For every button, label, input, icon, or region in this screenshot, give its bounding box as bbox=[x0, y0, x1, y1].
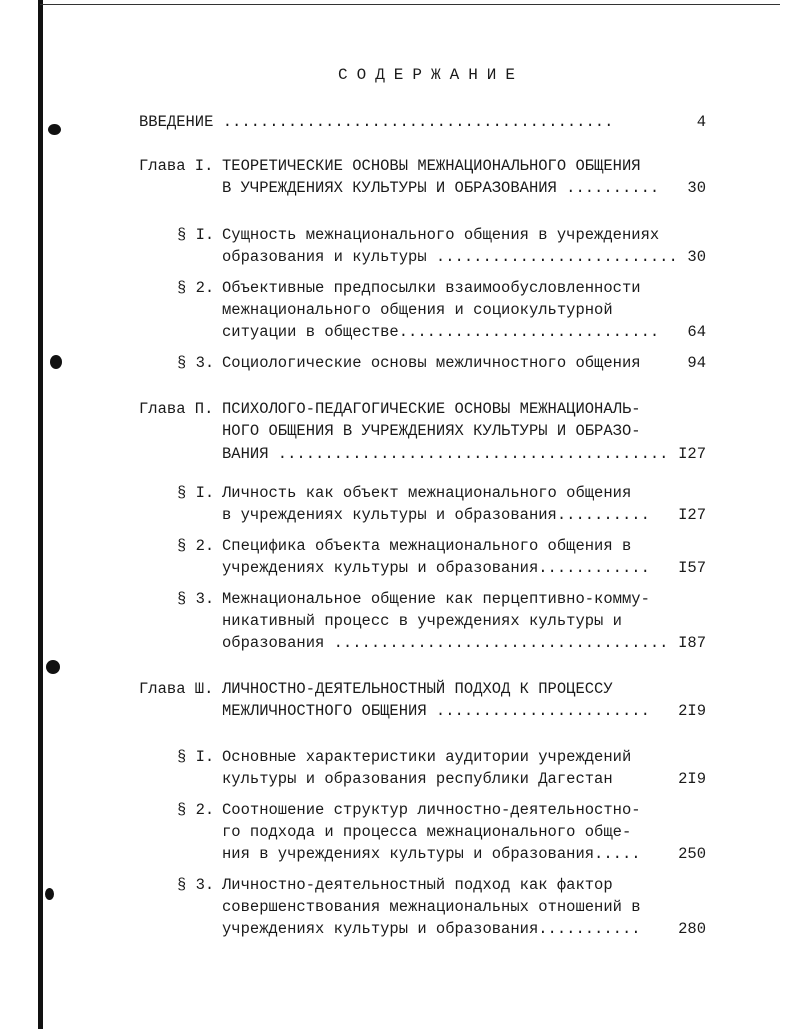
chapter-title-line: ТЕОРЕТИЧЕСКИЕ ОСНОВЫ МЕЖНАЦИОНАЛЬНОГО ОБЩЕНИЯ bbox=[222, 157, 641, 175]
punch-hole-mark bbox=[46, 660, 60, 674]
section-title-line: Объективные предпосылки взаимообусловленности bbox=[222, 279, 641, 297]
toc-page-number: 64 bbox=[687, 323, 706, 341]
section-mark: § 2. bbox=[177, 279, 215, 297]
section-title-line: культуры и образования республики Дагестан bbox=[222, 770, 613, 788]
section-title-line: совершенствования межнациональных отношений в bbox=[222, 898, 641, 916]
section-title-line: ситуации в обществе............................ bbox=[222, 323, 660, 341]
section-mark: § 3. bbox=[177, 354, 215, 372]
toc-page-number: 30 bbox=[687, 179, 706, 197]
toc-entry-intro: ВВЕДЕНИЕ .......................................... bbox=[139, 113, 614, 131]
section-mark: § 3. bbox=[177, 876, 215, 894]
section-title-line: Личностно-деятельностный подход как фактор bbox=[222, 876, 613, 894]
section-title-line: образования .................................... bbox=[222, 634, 669, 652]
toc-page-number: I87 bbox=[678, 634, 706, 652]
punch-hole-mark bbox=[50, 355, 62, 369]
toc-page-number: 250 bbox=[678, 845, 706, 863]
section-title-line: Основные характеристики аудитории учреждений bbox=[222, 748, 632, 766]
chapter-title-line: ПСИХОЛОГО-ПЕДАГОГИЧЕСКИЕ ОСНОВЫ МЕЖНАЦИОНАЛЬ- bbox=[222, 400, 641, 418]
section-title-line: Социологические основы межличностного общения bbox=[222, 354, 641, 372]
chapter-title-line: МЕЖЛИЧНОСТНОГО ОБЩЕНИЯ ....................... bbox=[222, 702, 650, 720]
section-title-line: учреждениях культуры и образования............ bbox=[222, 559, 650, 577]
section-title-line: ния в учреждениях культуры и образования..... bbox=[222, 845, 641, 863]
section-mark: § I. bbox=[177, 484, 215, 502]
section-title-line: никативный процесс в учреждениях культуры и bbox=[222, 612, 622, 630]
chapter-title-line: В УЧРЕЖДЕНИЯХ КУЛЬТУРЫ И ОБРАЗОВАНИЯ .......... bbox=[222, 179, 660, 197]
section-title-line: межнационального общения и социокультурной bbox=[222, 301, 613, 319]
section-title-line: Сущность межнационального общения в учреждениях bbox=[222, 226, 660, 244]
page-title: СОДЕРЖАНИЕ bbox=[337, 66, 524, 84]
section-title-line: Личность как объект межнационального общения bbox=[222, 484, 632, 502]
punch-hole-mark bbox=[48, 124, 61, 135]
section-title-line: учреждениях культуры и образования........... bbox=[222, 920, 641, 938]
chapter-label: Глава I. bbox=[139, 157, 214, 175]
toc-page-number: I27 bbox=[678, 445, 706, 463]
toc-page-number: 94 bbox=[687, 354, 706, 372]
section-title-line: образования и культуры .......................... bbox=[222, 248, 678, 266]
section-mark: § 2. bbox=[177, 537, 215, 555]
punch-hole-mark bbox=[45, 888, 54, 900]
toc-page-number: 280 bbox=[678, 920, 706, 938]
section-title-line: Межнациональное общение как перцептивно-комму- bbox=[222, 590, 650, 608]
page-top-edge bbox=[40, 4, 780, 5]
section-title-line: Специфика объекта межнационального общения в bbox=[222, 537, 632, 555]
toc-page-number: I27 bbox=[678, 506, 706, 524]
toc-page-number: I57 bbox=[678, 559, 706, 577]
toc-page-number: 30 bbox=[687, 248, 706, 266]
section-title-line: в учреждениях культуры и образования.......... bbox=[222, 506, 650, 524]
toc-page-number: 2I9 bbox=[678, 702, 706, 720]
section-title-line: Соотношение структур личностно-деятельностно- bbox=[222, 801, 641, 819]
toc-page-intro: 4 bbox=[696, 113, 706, 131]
toc-page-number: 2I9 bbox=[678, 770, 706, 788]
chapter-title-line: ВАНИЯ .......................................... bbox=[222, 445, 669, 463]
page-binding-edge bbox=[38, 0, 43, 1029]
chapter-title-line: ЛИЧНОСТНО-ДЕЯТЕЛЬНОСТНЫЙ ПОДХОД К ПРОЦЕССУ bbox=[222, 680, 613, 698]
section-mark: § I. bbox=[177, 748, 215, 766]
section-mark: § 2. bbox=[177, 801, 215, 819]
chapter-title-line: НОГО ОБЩЕНИЯ В УЧРЕЖДЕНИЯХ КУЛЬТУРЫ И ОБРАЗО- bbox=[222, 422, 641, 440]
chapter-label: Глава П. bbox=[139, 400, 214, 418]
section-title-line: го подхода и процесса межнационального обще- bbox=[222, 823, 632, 841]
section-mark: § I. bbox=[177, 226, 215, 244]
section-mark: § 3. bbox=[177, 590, 215, 608]
chapter-label: Глава Ш. bbox=[139, 680, 214, 698]
